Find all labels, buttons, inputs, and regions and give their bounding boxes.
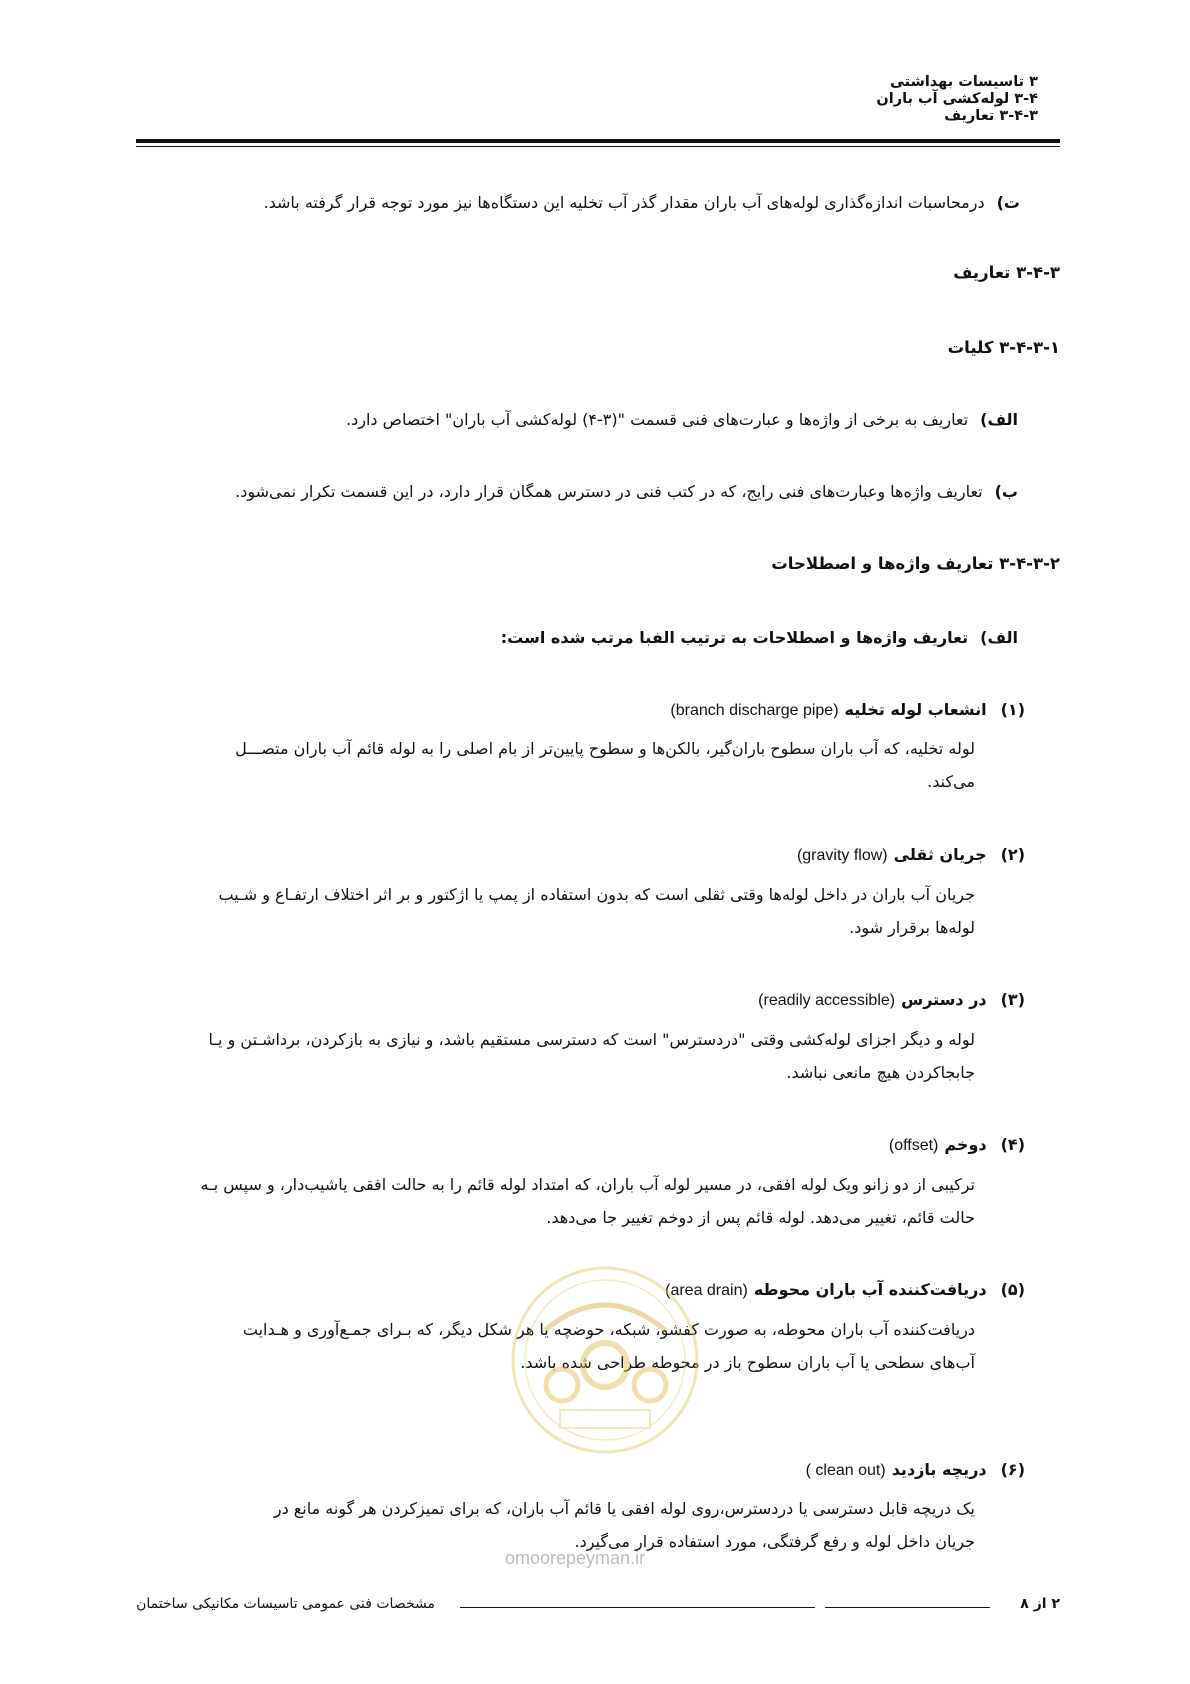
term-english: (gravity flow) <box>796 847 888 864</box>
intro-paragraph <box>264 191 1020 214</box>
term-number: (۶) <box>1000 1460 1025 1479</box>
term-heading <box>806 1460 1025 1480</box>
intro-text: درمحاسبات اندازه‌گذاری لوله‌های آب باران مقدار گذر آب تخلیه این دستگاه‌ها نیز مورد توجه قرار گرفته باشد. <box>263 193 985 212</box>
section-title: ۳-۴-۳ تعاریف <box>953 263 1060 282</box>
term-persian: جریان ثقلی <box>893 845 987 864</box>
header-rule-thick <box>136 139 1060 143</box>
term-english: (branch discharge pipe) <box>670 702 839 719</box>
term-definition <box>136 732 975 798</box>
lead-marker: الف) <box>980 628 1018 647</box>
term-english: (area drain) <box>665 1282 748 1299</box>
term-heading <box>797 845 1025 865</box>
term-heading <box>889 1135 1025 1155</box>
term-persian: دریچه بازدید <box>891 1460 987 1479</box>
footer-rule-right <box>825 1607 990 1608</box>
term-number: (۱) <box>1000 700 1025 719</box>
item-b-text: تعاریف واژه‌ها وعبارت‌های فنی رایج، که در کتب فنی در دسترس همگان قرار دارد، در این قسمت تکرار نمی‌شود. <box>235 482 983 501</box>
term-definition-line1: یک دریچه قابل دسترسی یا دردسترس،روی لوله افقی یا قائم آب باران، که برای تمیزکردن هر گونه مانع در <box>273 1499 975 1518</box>
subsection2-title: ۳-۴-۳-۲ تعاریف واژه‌ها و اصطلاحات <box>771 554 1060 573</box>
term-definition-line2: می‌کند. <box>927 772 975 791</box>
term-definition-line2: لوله‌ها برقرار شود. <box>849 918 975 937</box>
footer-page-number: ۲ از ۸ <box>1020 1596 1060 1612</box>
item-b-marker: ب) <box>994 482 1018 501</box>
term-persian: دریافت‌کننده آب باران محوطه <box>753 1280 987 1299</box>
term-number: (۴) <box>1000 1135 1025 1154</box>
header-chapter: ۳ تاسیسات بهداشتی <box>889 74 1038 90</box>
subsection1-item-b <box>235 480 1018 503</box>
term-definition-line2: آب‌های سطحی یا آب باران سطوح باز در محوطه طراحی شده باشد. <box>520 1353 975 1372</box>
term-definition <box>136 878 975 944</box>
term-number: (۵) <box>1000 1280 1025 1299</box>
term-definition-line2: جریان داخل لوله و رفع گرفتگی، مورد استفاده قرار می‌گیرد. <box>574 1532 975 1551</box>
term-definition-line2: جابجاکردن هیچ مانعی نباشد. <box>786 1063 975 1082</box>
header-section: ۳-۴ لوله‌کشی آب باران <box>876 91 1038 107</box>
term-definition-line1: لوله و دیگر اجزای لوله‌کشی وقتی "دردسترس" است که دسترسی مستقیم باشد، و نیازی به بازکردن، برداشـتن و یـا <box>208 1030 975 1049</box>
item-a-marker: الف) <box>980 410 1018 429</box>
header-rule-thin <box>136 146 1060 147</box>
term-definition-line1: ترکیبی از دو زانو ویک لوله افقی، در مسیر لوله آب باران، که امتداد لوله قائم را به حالت افقی یاشیب‌دار، و سپس بـه <box>200 1175 975 1194</box>
term-persian: دوخم <box>944 1135 987 1154</box>
term-definition-line1: دریافت‌کننده آب باران محوطه، به صورت کفشو، شبکه، حوضچه یا هر شکل دیگر، که بـرای جمـع‌آوری و هـدایت <box>242 1320 975 1339</box>
term-definition <box>136 1023 975 1089</box>
term-english: ( clean out) <box>805 1462 886 1479</box>
footer-title: مشخصات فنی عمومی تاسیسات مکانیکی ساختمان <box>136 1596 435 1612</box>
term-persian: انشعاب لوله تخلیه <box>844 700 987 719</box>
intro-marker: ت) <box>996 193 1020 212</box>
item-a-text: تعاریف به برخی از واژه‌ها و عبارت‌های فنی قسمت "(۳-۴) لوله‌کشی آب باران" اختصاص دارد. <box>346 410 969 429</box>
header-subsection: ۳-۴-۳ تعاریف <box>944 108 1038 124</box>
term-definition-line1: لوله تخلیه، که آب باران سطوح باران‌گیر، بالکن‌ها و سطوح پایین‌تر از بام اصلی را به لوله قائم آب باران متصـــل <box>235 739 975 758</box>
term-definition <box>136 1168 975 1234</box>
term-persian: در دسترس <box>901 990 987 1009</box>
term-heading <box>665 1280 1025 1300</box>
term-english: (readily accessible) <box>758 992 896 1009</box>
footer-rule-left <box>460 1607 815 1608</box>
term-definition-line2: حالت قائم، تغییر می‌دهد. لوله قائم پس از دوخم تغییر جا می‌دهد. <box>546 1208 975 1227</box>
subsection1-item-a <box>346 408 1018 431</box>
term-english: (offset) <box>888 1137 939 1154</box>
lead-text: تعاریف واژه‌ها و اصطلاحات به ترتیب الفبا مرتب شده است: <box>500 628 969 647</box>
term-heading <box>758 990 1025 1010</box>
watermark-seal-icon <box>500 1260 710 1460</box>
term-definition-line1: جریان آب باران در داخل لوله‌ها وقتی ثقلی است که بدون استفاده از پمپ یا اژکتور و بر اثر اختلاف ارتفـاع و شـیب <box>218 885 975 904</box>
term-number: (۳) <box>1000 990 1025 1009</box>
watermark-url: omoorepeyman.ir <box>505 1548 646 1568</box>
term-number: (۲) <box>1000 845 1025 864</box>
subsection2-lead <box>501 626 1018 649</box>
term-heading <box>670 700 1025 720</box>
subsection1-title: ۳-۴-۳-۱ کلیات <box>947 338 1060 357</box>
